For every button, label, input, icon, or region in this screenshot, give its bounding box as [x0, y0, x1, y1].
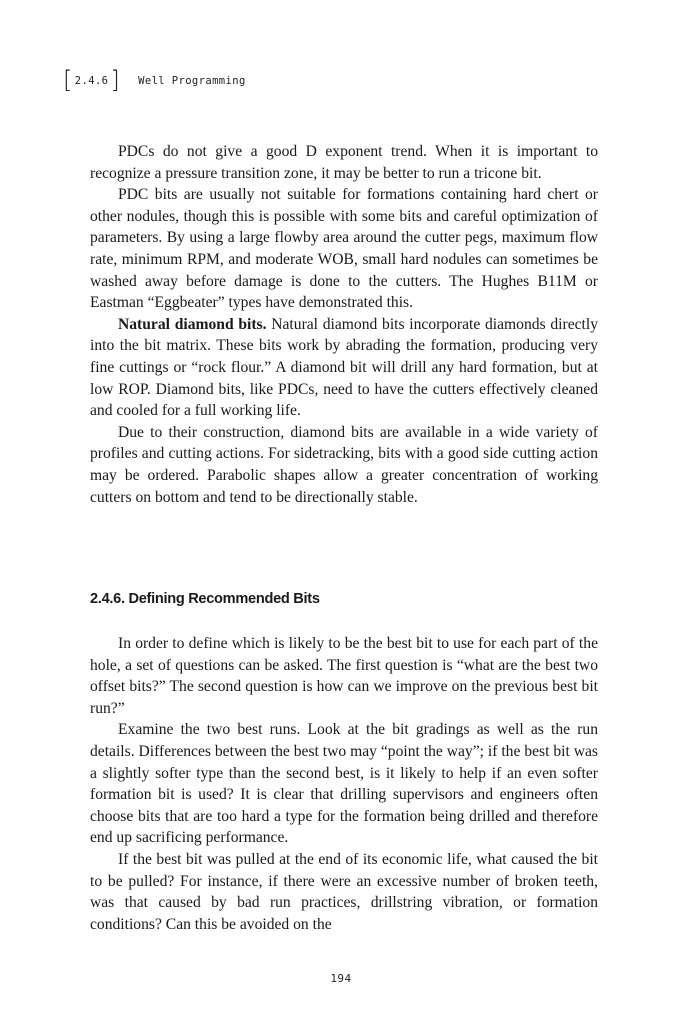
paragraph: If the best bit was pulled at the end of its economic life, what caused the bit to be pulled? For instance, if there were an excessive number of broken teeth, was that caused by bad run practices, drillstring vibration, or formation conditions? Can this be avoided on the [90, 850, 598, 933]
paragraph [90, 184, 598, 314]
section-heading: 2.4.6. Defining Recommended Bits [90, 591, 320, 607]
bracket-open: [ [63, 66, 73, 94]
paragraph [90, 314, 598, 422]
paragraph [90, 422, 598, 508]
paragraph-text: Due to their construction, diamond bits are available in a wide variety of profiles and cutting actions. For sidetracking, bits with a good side cutting action may be ordered. Parabolic shapes allow a greater concentration of working cutters on bottom and tend to be directionally stable. [90, 423, 598, 506]
paragraph-lead: Natural diamond bits. [118, 315, 267, 333]
paragraph [90, 141, 598, 184]
body-text-bottom [90, 633, 598, 935]
page-number: 194 [330, 972, 352, 985]
bracket-close: ] [110, 66, 121, 94]
paragraph-text: Natural diamond bits incorporate diamonds directly into the bit matrix. These bits work by abrading the formation, producing very fine cuttings or “rock flour.” A diamond bit will drill any hard formation, but at low ROP. Diamond bits, like PDCs, need to have the cutters effectively cleaned and cooled for a full working life. [90, 315, 598, 420]
paragraph-text: PDCs do not give a good D exponent trend. When it is important to recognize a pressure transition zone, it may be better to run a tricone bit. [90, 143, 598, 182]
running-head [63, 66, 246, 96]
running-head-section-number: 2.4.6 [74, 75, 109, 87]
paragraph: Examine the two best runs. Look at the bit gradings as well as the run details. Differences between the best two may “point the way”; if the best bit was a slightly softer type than the second best, is it likely to help if an even softer formation bit is used? It is clear that drilling supervisors and engineers often choose bits that are too hard a type for the formation being drilled and therefore end up sacrificing performance. [90, 721, 598, 847]
body-text-top [90, 141, 598, 508]
paragraph-text: PDC bits are usually not suitable for formations containing hard chert or other nodules, though this is possible with some bits and careful optimization of parameters. By using a large flowby area around the cutter pegs, maximum flow rate, minimum RPM, and moderate WOB, small hard nodules can sometimes be washed away before damage is done to the cutters. The Hughes B11M or Eastman “Eggbeater” types have demonstrated this. [90, 186, 598, 312]
running-head-title: Well Programming [138, 75, 246, 87]
paragraph: In order to define which is likely to be the best bit to use for each part of the hole, a set of questions can be asked. The first question is “what are the best two offset bits?” The second question is how can we improve on the previous best bit run?” [90, 635, 598, 717]
